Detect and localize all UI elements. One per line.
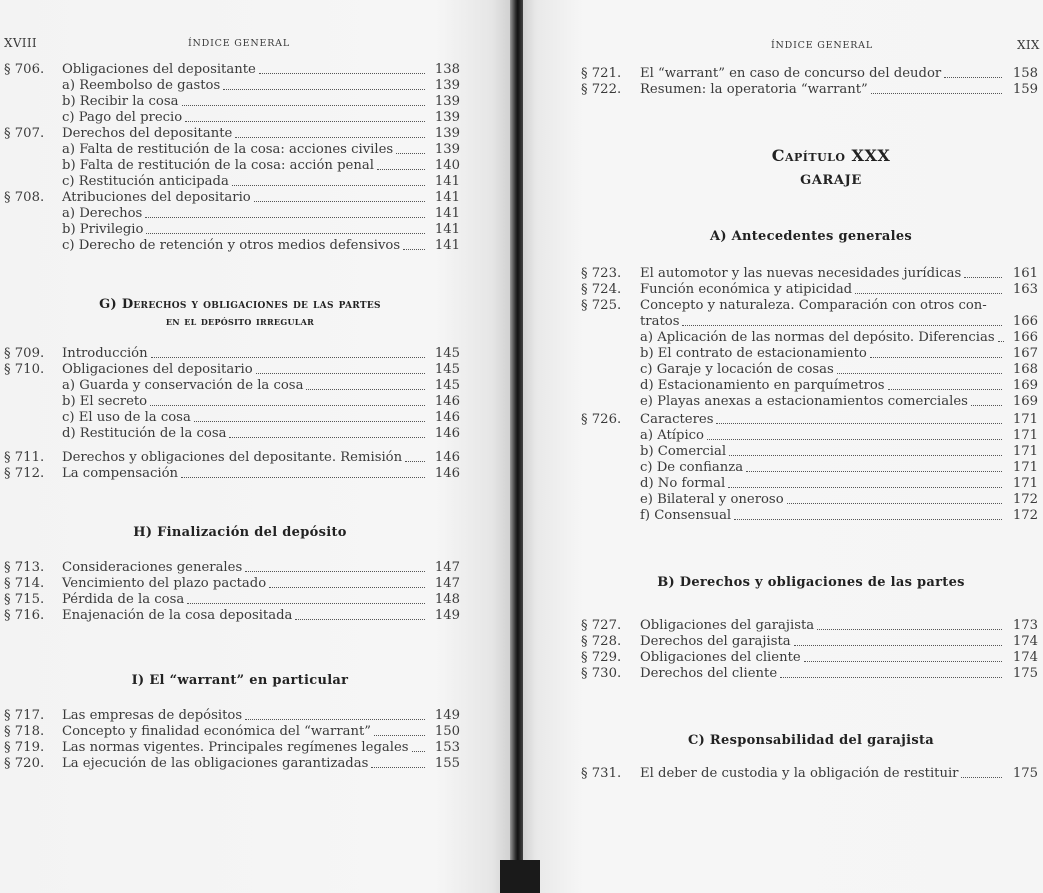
section-heading-a: A) Antecedentes generales xyxy=(709,229,913,244)
toc-leader-dots xyxy=(707,428,1002,440)
toc-entry-title: a) Atípico xyxy=(640,428,704,443)
toc-entry-title: c) Garaje y locación de cosas xyxy=(640,362,834,377)
toc-leader-dots xyxy=(682,314,1002,326)
toc-page-number: 172 xyxy=(1012,492,1038,507)
section-heading-g-line1: G) Derechos y obligaciones de las partes xyxy=(99,297,381,312)
toc-entry-title: Resumen: la operatoria “warrant” xyxy=(640,82,868,97)
toc-leader-dots xyxy=(787,492,1002,504)
toc-entry-title: e) Playas anexas a estacionamientos comerciales xyxy=(640,394,968,409)
toc-page-number: 141 xyxy=(434,222,460,237)
toc-page-number: 150 xyxy=(434,724,460,739)
toc-section-number: § 725. xyxy=(581,298,622,313)
toc-page-number: 147 xyxy=(434,576,460,591)
toc-leader-dots xyxy=(232,174,425,186)
toc-section-number: § 714. xyxy=(4,576,45,591)
toc-entry xyxy=(4,62,460,78)
toc-leader-dots xyxy=(306,378,425,390)
toc-leader-dots xyxy=(396,142,425,154)
toc-leader-dots xyxy=(151,346,425,358)
toc-entry-title: Derechos del garajista xyxy=(640,634,791,649)
toc-section-number: § 723. xyxy=(581,266,622,281)
toc-entry xyxy=(4,158,460,174)
toc-leader-dots xyxy=(245,708,425,720)
toc-section-number: § 719. xyxy=(4,740,45,755)
toc-entry xyxy=(581,618,1038,634)
toc-page-number: 169 xyxy=(1012,378,1038,393)
toc-section-number: § 724. xyxy=(581,282,622,297)
toc-entry xyxy=(4,560,460,576)
toc-section-number: § 715. xyxy=(4,592,45,607)
toc-page-number: 166 xyxy=(1012,330,1038,345)
toc-page-number: 139 xyxy=(434,94,460,109)
toc-page-number: 139 xyxy=(434,110,460,125)
toc-entry xyxy=(581,666,1038,682)
toc-section-number: § 717. xyxy=(4,708,45,723)
toc-section-number: § 721. xyxy=(581,66,622,81)
toc-page-number: 149 xyxy=(434,708,460,723)
toc-entry-title: Obligaciones del depositario xyxy=(62,362,253,377)
toc-leader-dots xyxy=(194,410,425,422)
toc-leader-dots xyxy=(182,94,426,106)
toc-entry-title: Obligaciones del cliente xyxy=(640,650,801,665)
toc-section-number: § 710. xyxy=(4,362,45,377)
section-heading-g xyxy=(40,296,440,330)
toc-leader-dots xyxy=(746,460,1002,472)
toc-leader-dots xyxy=(871,82,1002,94)
toc-entry xyxy=(581,82,1038,98)
toc-section-number: § 718. xyxy=(4,724,45,739)
toc-leader-dots xyxy=(256,362,425,374)
toc-entry xyxy=(4,394,460,410)
toc-entry xyxy=(4,94,460,110)
toc-leader-dots xyxy=(374,724,425,736)
toc-entry-title: Caracteres xyxy=(640,412,714,427)
toc-entry-title: a) Aplicación de las normas del depósito. Diferencias xyxy=(640,330,995,345)
toc-entry xyxy=(4,362,460,378)
toc-page-number: 171 xyxy=(1012,460,1038,475)
toc-entry-title: Las normas vigentes. Principales regímenes legales xyxy=(62,740,409,755)
toc-entry-title: b) Privilegio xyxy=(62,222,144,237)
toc-section-number: § 720. xyxy=(4,756,45,771)
toc-page-number: 146 xyxy=(434,410,460,425)
toc-entry-title: Derechos y obligaciones del depositante. Remisión xyxy=(62,450,403,465)
toc-entry xyxy=(4,346,460,362)
toc-entry-title: e) Bilateral y oneroso xyxy=(640,492,784,507)
toc-leader-dots xyxy=(269,576,425,588)
toc-entry xyxy=(581,330,1038,346)
toc-entry-title: Atribuciones del depositario xyxy=(62,190,251,205)
toc-leader-dots xyxy=(245,560,425,572)
toc-leader-dots xyxy=(223,78,425,90)
toc-entry-title: d) Restitución de la cosa xyxy=(62,426,227,441)
toc-page-number: 171 xyxy=(1012,444,1038,459)
toc-page-number: 167 xyxy=(1012,346,1038,361)
left-running-header: ÍNDICE GENERAL xyxy=(188,38,290,49)
book-gutter xyxy=(510,0,523,893)
toc-entry xyxy=(4,78,460,94)
toc-entry xyxy=(4,576,460,592)
toc-leader-dots xyxy=(794,634,1002,646)
toc-section-number: § 729. xyxy=(581,650,622,665)
toc-entry-title: Enajenación de la cosa depositada xyxy=(62,608,293,623)
toc-section-number: § 708. xyxy=(4,190,45,205)
toc-entry xyxy=(581,460,1038,476)
toc-section-number: § 722. xyxy=(581,82,622,97)
toc-entry xyxy=(581,66,1038,82)
toc-entry-title: Función económica y atipicidad xyxy=(640,282,853,297)
toc-page-number: 141 xyxy=(434,206,460,221)
toc-leader-dots xyxy=(229,426,425,438)
toc-entry xyxy=(4,756,460,772)
toc-entry xyxy=(581,412,1038,428)
toc-page-number: 171 xyxy=(1012,476,1038,491)
toc-leader-dots xyxy=(235,126,425,138)
toc-leader-dots xyxy=(855,282,1002,294)
chapter-title: GARAJE xyxy=(800,173,862,188)
toc-entry-title: El deber de custodia y la obligación de restituir xyxy=(640,766,959,781)
book-gutter-shadow xyxy=(500,860,540,893)
toc-leader-dots xyxy=(729,444,1002,456)
toc-page-number: 139 xyxy=(434,78,460,93)
toc-entry-title: Concepto y finalidad económica del “warrant” xyxy=(62,724,372,739)
toc-page-number: 139 xyxy=(434,126,460,141)
toc-entry-title: El “warrant” en caso de concurso del deudor xyxy=(640,66,942,81)
toc-entry-title: a) Falta de restitución de la cosa: acciones civiles xyxy=(62,142,394,157)
toc-entry xyxy=(4,740,460,756)
toc-entry-title: d) No formal xyxy=(640,476,726,491)
toc-entry-title: f) Consensual xyxy=(640,508,732,523)
toc-leader-dots xyxy=(412,740,425,752)
toc-leader-dots xyxy=(377,158,425,170)
toc-entry xyxy=(581,378,1038,394)
toc-entry-title: tratos xyxy=(640,314,680,329)
toc-entry-title: b) Falta de restitución de la cosa: acción penal xyxy=(62,158,374,173)
toc-entry xyxy=(4,378,460,394)
toc-entry-title: La ejecución de las obligaciones garantizadas xyxy=(62,756,369,771)
toc-entry xyxy=(4,410,460,426)
toc-section-number: § 712. xyxy=(4,466,45,481)
toc-section-number: § 711. xyxy=(4,450,45,465)
toc-page-number: 161 xyxy=(1012,266,1038,281)
toc-entry-title: b) El secreto xyxy=(62,394,148,409)
toc-page-number: 171 xyxy=(1012,412,1038,427)
toc-section-number: § 730. xyxy=(581,666,622,681)
toc-entry xyxy=(4,206,460,222)
toc-entry xyxy=(581,650,1038,666)
toc-leader-dots xyxy=(150,394,425,406)
toc-leader-dots xyxy=(728,476,1002,488)
toc-leader-dots xyxy=(403,238,425,250)
toc-entry-title: b) Comercial xyxy=(640,444,727,459)
toc-leader-dots xyxy=(716,412,1002,424)
toc-entry-title: c) Derecho de retención y otros medios defensivos xyxy=(62,238,401,253)
toc-leader-dots xyxy=(254,190,425,202)
toc-section-number: § 728. xyxy=(581,634,622,649)
toc-leader-dots xyxy=(734,508,1002,520)
toc-entry xyxy=(4,190,460,206)
toc-section-number: § 731. xyxy=(581,766,622,781)
toc-page-number: 146 xyxy=(434,450,460,465)
toc-page-number: 146 xyxy=(434,426,460,441)
chapter-number: Capítulo XXX xyxy=(771,146,891,165)
toc-entry xyxy=(581,362,1038,378)
toc-entry xyxy=(581,266,1038,282)
toc-section-number: § 716. xyxy=(4,608,45,623)
toc-leader-dots xyxy=(181,466,425,478)
toc-leader-dots xyxy=(964,266,1002,278)
toc-entry-title: Obligaciones del garajista xyxy=(640,618,815,633)
toc-entry xyxy=(4,466,460,482)
toc-page-number: 146 xyxy=(434,466,460,481)
toc-leader-dots xyxy=(371,756,425,768)
toc-entry xyxy=(581,314,1038,330)
toc-leader-dots xyxy=(888,378,1002,390)
toc-entry xyxy=(4,426,460,442)
toc-entry xyxy=(581,394,1038,410)
toc-entry xyxy=(4,110,460,126)
toc-page-number: 163 xyxy=(1012,282,1038,297)
toc-leader-dots xyxy=(944,66,1002,78)
toc-leader-dots xyxy=(817,618,1002,630)
toc-page-number: 153 xyxy=(434,740,460,755)
toc-entry-title: d) Estacionamiento en parquímetros xyxy=(640,378,885,393)
toc-page-number: 155 xyxy=(434,756,460,771)
section-heading-i: I) El “warrant” en particular xyxy=(131,673,349,688)
toc-leader-dots xyxy=(998,330,1004,342)
toc-entry-title: Vencimiento del plazo pactado xyxy=(62,576,267,591)
toc-entry xyxy=(4,238,460,254)
toc-entry-title: c) El uso de la cosa xyxy=(62,410,191,425)
toc-entry-title: c) Pago del precio xyxy=(62,110,183,125)
toc-page-number: 174 xyxy=(1012,650,1038,665)
toc-section-number: § 709. xyxy=(4,346,45,361)
toc-entry-title: Las empresas de depósitos xyxy=(62,708,243,723)
left-page-number: XVIII xyxy=(4,36,37,50)
toc-entry-title: c) De confianza xyxy=(640,460,744,475)
section-heading-c: C) Responsabilidad del garajista xyxy=(687,733,934,748)
toc-entry-title: Concepto y naturaleza. Comparación con otros con- xyxy=(640,298,987,313)
toc-page-number: 158 xyxy=(1012,66,1038,81)
toc-entry xyxy=(4,608,460,624)
toc-entry xyxy=(4,450,460,466)
toc-entry-title: Obligaciones del depositante xyxy=(62,62,256,77)
toc-page-number: 147 xyxy=(434,560,460,575)
toc-entry xyxy=(581,508,1038,524)
toc-entry xyxy=(4,724,460,740)
toc-leader-dots xyxy=(145,206,425,218)
toc-entry-title: b) El contrato de estacionamiento xyxy=(640,346,867,361)
toc-entry-title: a) Reembolso de gastos xyxy=(62,78,221,93)
toc-entry-title: Pérdida de la cosa xyxy=(62,592,185,607)
toc-entry-title: c) Restitución anticipada xyxy=(62,174,229,189)
section-heading-g-line2: en el depósito irregular xyxy=(165,314,315,328)
toc-entry xyxy=(581,766,1038,782)
right-running-header: ÍNDICE GENERAL xyxy=(771,40,873,51)
toc-leader-dots xyxy=(804,650,1002,662)
section-heading-h: H) Finalización del depósito xyxy=(133,525,347,540)
toc-section-number: § 713. xyxy=(4,560,45,575)
toc-page-number: 141 xyxy=(434,174,460,189)
toc-page-number: 173 xyxy=(1012,618,1038,633)
toc-entry-title: La compensación xyxy=(62,466,179,481)
toc-entry-title: El automotor y las nuevas necesidades jurídicas xyxy=(640,266,962,281)
toc-entry xyxy=(4,142,460,158)
toc-page-number: 169 xyxy=(1012,394,1038,409)
toc-entry-title: a) Guarda y conservación de la cosa xyxy=(62,378,304,393)
toc-page-number: 159 xyxy=(1012,82,1038,97)
toc-entry xyxy=(581,428,1038,444)
toc-page-number: 168 xyxy=(1012,362,1038,377)
toc-page-number: 146 xyxy=(434,394,460,409)
toc-page-number: 175 xyxy=(1012,666,1038,681)
toc-entry xyxy=(581,346,1038,362)
toc-entry-title: Derechos del depositante xyxy=(62,126,233,141)
toc-leader-dots xyxy=(405,450,425,462)
toc-leader-dots xyxy=(780,666,1002,678)
toc-entry xyxy=(4,126,460,142)
toc-page-number: 171 xyxy=(1012,428,1038,443)
toc-entry xyxy=(4,708,460,724)
toc-section-number: § 727. xyxy=(581,618,622,633)
toc-entry-title: b) Recibir la cosa xyxy=(62,94,179,109)
toc-page-number: 172 xyxy=(1012,508,1038,523)
toc-page-number: 141 xyxy=(434,238,460,253)
toc-page-number: 141 xyxy=(434,190,460,205)
toc-entry xyxy=(581,634,1038,650)
toc-section-number: § 706. xyxy=(4,62,45,77)
toc-leader-dots xyxy=(295,608,425,620)
toc-leader-dots xyxy=(837,362,1002,374)
right-page-number: XIX xyxy=(1017,38,1040,52)
toc-entry-title: Derechos del cliente xyxy=(640,666,778,681)
toc-page-number: 166 xyxy=(1012,314,1038,329)
toc-entry xyxy=(4,174,460,190)
toc-page-number: 138 xyxy=(434,62,460,77)
toc-section-number: § 726. xyxy=(581,412,622,427)
toc-page-number: 174 xyxy=(1012,634,1038,649)
toc-entry xyxy=(4,592,460,608)
toc-leader-dots xyxy=(146,222,425,234)
toc-entry xyxy=(4,222,460,238)
toc-entry-title: Introducción xyxy=(62,346,148,361)
toc-entry-title: a) Derechos xyxy=(62,206,143,221)
toc-entry xyxy=(581,476,1038,492)
toc-entry xyxy=(581,492,1038,508)
toc-page-number: 145 xyxy=(434,346,460,361)
toc-page-number: 175 xyxy=(1012,766,1038,781)
toc-section-number: § 707. xyxy=(4,126,45,141)
toc-page-number: 148 xyxy=(434,592,460,607)
left-page xyxy=(0,0,512,893)
toc-entry-title: Consideraciones generales xyxy=(62,560,243,575)
right-page xyxy=(521,0,1043,893)
toc-page-number: 145 xyxy=(434,378,460,393)
toc-leader-dots xyxy=(961,766,1002,778)
toc-entry xyxy=(581,298,1038,314)
toc-entry xyxy=(581,444,1038,460)
toc-page-number: 145 xyxy=(434,362,460,377)
toc-leader-dots xyxy=(971,394,1002,406)
toc-leader-dots xyxy=(187,592,425,604)
section-heading-b: B) Derechos y obligaciones de las partes xyxy=(657,575,965,590)
toc-leader-dots xyxy=(185,110,425,122)
toc-page-number: 139 xyxy=(434,142,460,157)
toc-leader-dots xyxy=(870,346,1002,358)
toc-leader-dots xyxy=(259,62,425,74)
toc-page-number: 149 xyxy=(434,608,460,623)
toc-entry xyxy=(581,282,1038,298)
toc-page-number: 140 xyxy=(434,158,460,173)
